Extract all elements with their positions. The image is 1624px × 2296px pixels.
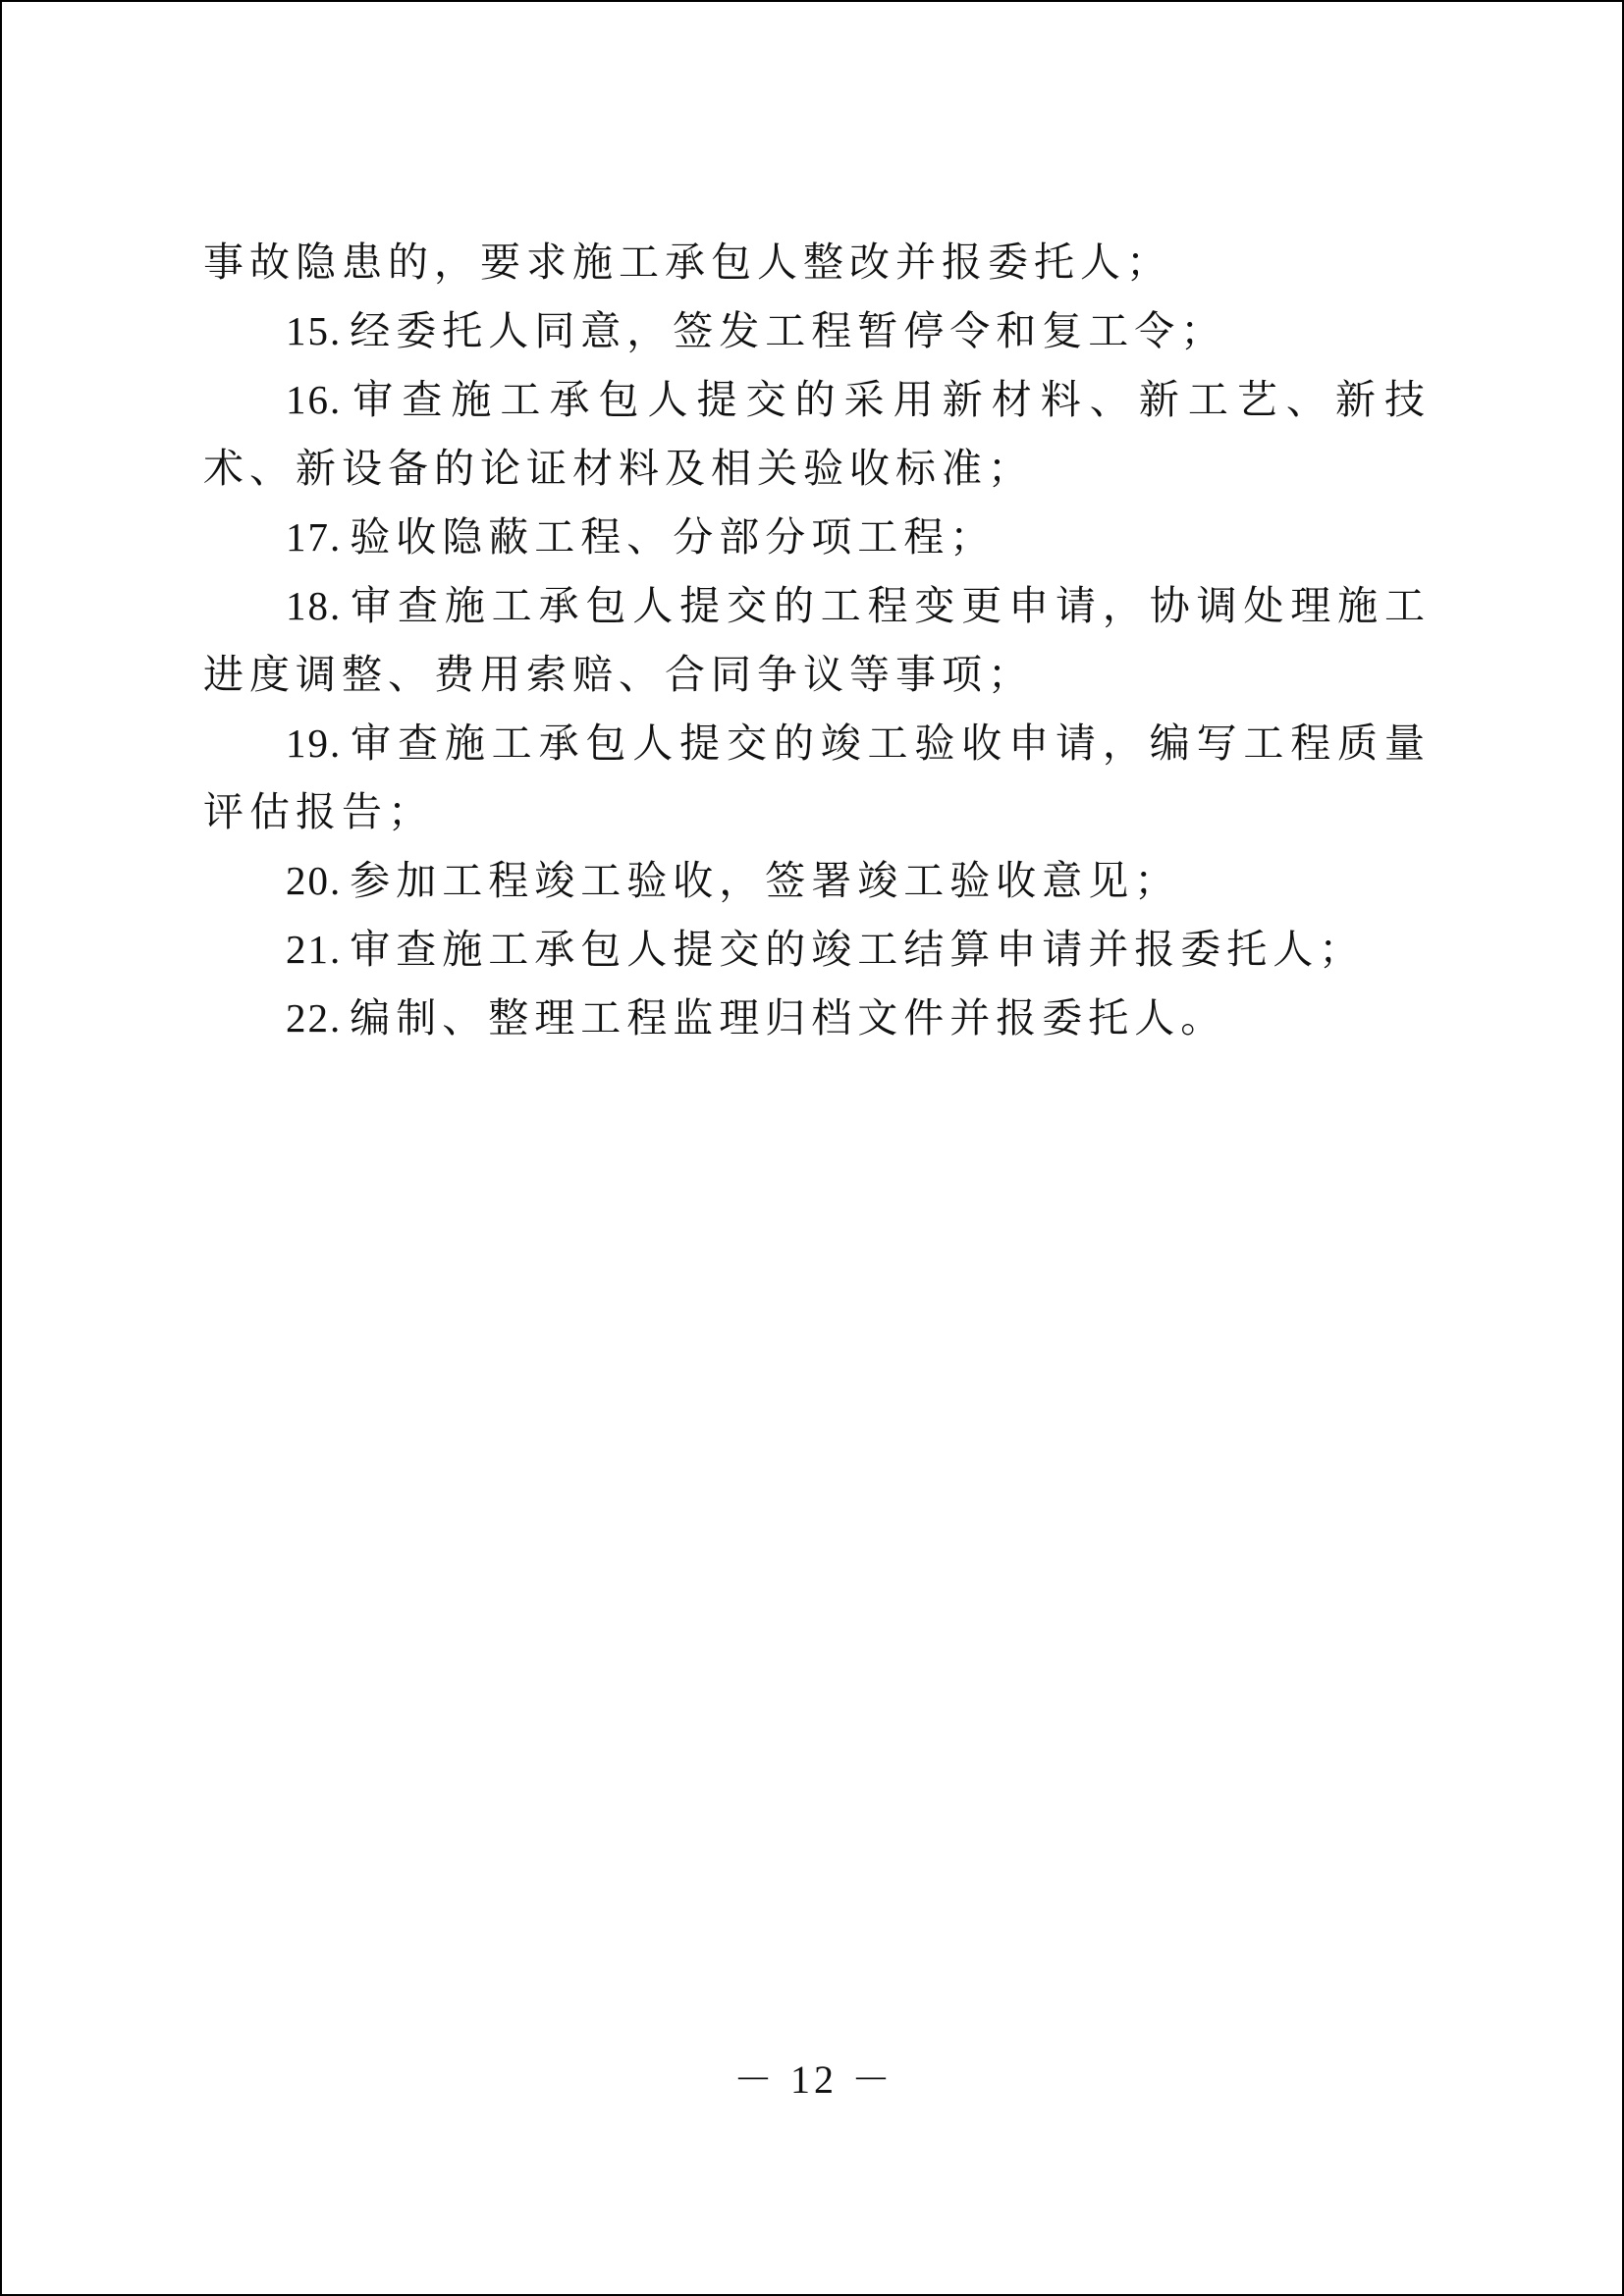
list-item-17 [203,503,1431,571]
item-text: 经委托人同意，签发工程暂停令和复工令； [350,307,1227,354]
item-number: 21. [286,927,343,972]
item-text: 审查施工承包人提交的竣工验收申请，编写工程质量评估报告； [203,720,1431,835]
item-number: 20. [286,858,343,903]
item-number: 19. [286,721,343,766]
item-number: 17. [286,514,343,560]
continued-paragraph: 事故隐患的，要求施工承包人整改并报委托人； [203,239,1172,286]
item-number: 16. [286,377,343,422]
list-item-22 [203,984,1431,1052]
item-text: 验收隐蔽工程、分部分项工程； [350,513,997,561]
item-number: 18. [286,583,343,628]
item-text: 审查施工承包人提交的采用新材料、新工艺、新技术、新设备的论证材料及相关验收标准； [203,376,1431,492]
list-item-18 [203,571,1431,709]
list-item-20 [203,846,1431,915]
item-text: 审查施工承包人提交的竣工结算申请并报委托人； [350,926,1366,973]
list-item-15 [203,296,1431,365]
item-number: 22. [286,995,343,1041]
item-text: 参加工程竣工验收，签署竣工验收意见； [350,857,1181,904]
list-item-21 [203,915,1431,984]
page-number: － 12 － [733,2057,894,2102]
item-number: 15. [286,308,343,353]
item-text: 审查施工承包人提交的工程变更申请，协调处理施工进度调整、费用索赔、合同争议等事项； [203,582,1431,698]
list-item-19 [203,709,1431,846]
list-item-16 [203,365,1431,503]
document-body [203,228,1431,1052]
item-text: 编制、整理工程监理归档文件并报委托人。 [350,994,1227,1041]
